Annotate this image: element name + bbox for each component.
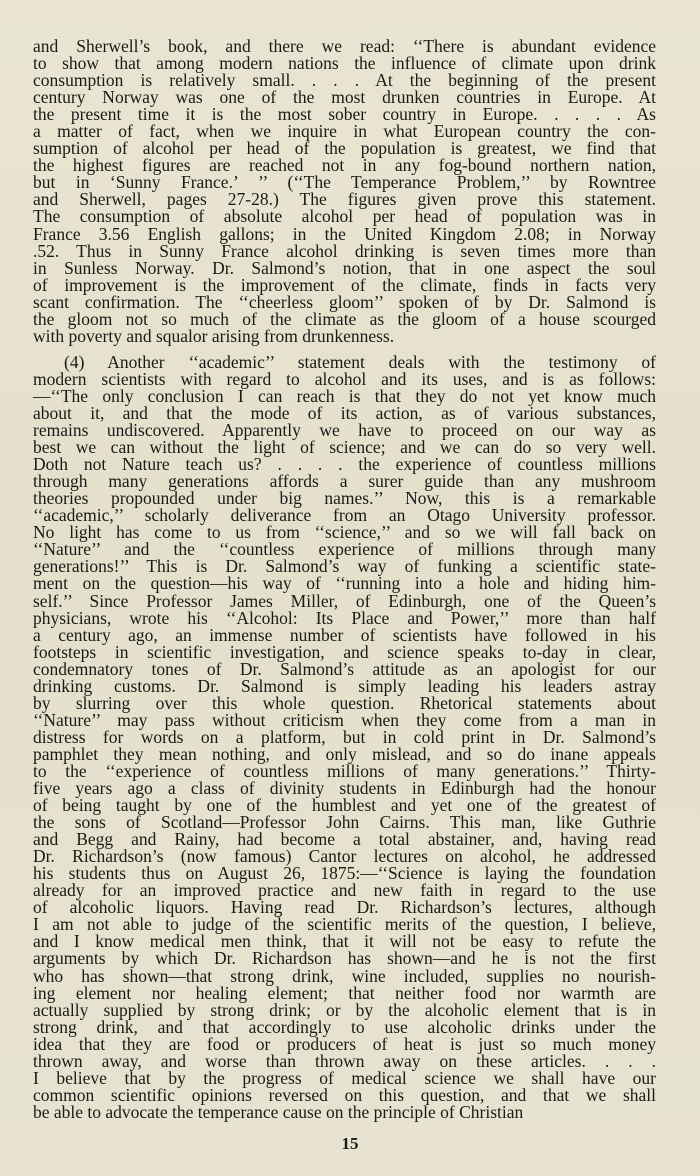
text-line: idea that they are food or producers of heat is just so much money xyxy=(33,1033,656,1054)
text-line: sumption of alcohol per head of the population is greatest, we find that xyxy=(33,138,656,159)
text-line: century Norway was one of the most drunken countries in Europe. At xyxy=(33,87,656,108)
text-line: the present time it is the most sober country in Europe. . . . . As xyxy=(33,104,656,125)
text-line: ment on the question—his way of ‘‘running into a hole and hiding him- xyxy=(33,573,656,594)
text-line: the sons of Scotland—Professor John Cairns. This man, like Guthrie xyxy=(33,812,656,833)
text-line: strong drink, and that accordingly to use alcoholic drinks under the xyxy=(33,1016,656,1037)
text-line: the gloom not so much of the climate as the gloom of a house scourged xyxy=(33,308,656,329)
text-line: and Sherwell, pages 27-28.) The figures given prove this statement. xyxy=(33,189,656,210)
text-line: France 3.56 English gallons; in the United Kingdom 2.08; in Norway xyxy=(33,223,656,244)
text-line: five years ago a class of divinity students in Edinburgh had the honour xyxy=(33,778,656,799)
page-number: 15 xyxy=(341,1134,359,1153)
text-line: consumption is relatively small. . . . At the beginning of the present xyxy=(33,70,656,91)
text-line: best we can without the light of science; and we can do so very well. xyxy=(33,437,656,458)
text-line: of being taught by one of the humblest and yet one of the greatest of xyxy=(33,795,656,816)
text-line: to show that among modern nations the influence of climate upon drink xyxy=(33,53,656,74)
text-line: ‘‘academic,’’ scholarly deliverance from an Otago University professor. xyxy=(33,505,656,526)
text-line: but in ‘Sunny France.’ ’’ (‘‘The Temperance Problem,’’ by Rowntree xyxy=(33,172,656,193)
text-line: through many generations affords a surer guide than any mushroom xyxy=(33,471,656,492)
text-line: a century ago, an immense number of scientists have followed in his xyxy=(33,624,656,645)
text-line: his students thus on August 26, 1875:—‘‘Science is laying the foundation xyxy=(33,863,656,884)
text-line: drinking customs. Dr. Salmond is simply leading his leaders astray xyxy=(33,675,656,696)
text-line: distress for words on a platform, but in cold print in Dr. Salmond’s xyxy=(33,726,656,747)
text-line: and Sherwell’s book, and there we read: ‘‘There is abundant evidence xyxy=(33,36,656,56)
text-line: footsteps in scientific investigation, and science speaks to-day in clear, xyxy=(33,641,656,662)
text-line: I believe that by the progress of medical science we shall have our xyxy=(33,1067,656,1088)
text-line: Dr. Richardson’s (now famous) Cantor lectures on alcohol, he addressed xyxy=(33,846,656,867)
text-line: to the ‘‘experience of countless millions of many generations.’’ Thirty- xyxy=(33,760,656,781)
text-line: I am not able to judge of the scientific merits of the question, I believe, xyxy=(33,914,656,935)
text-line: ing element nor healing element; that neither food nor warmth are xyxy=(33,982,656,1003)
text-line: thrown away, and worse than thrown away on these articles. . . . xyxy=(33,1050,656,1071)
text-line: (4) Another ‘‘academic’’ statement deals with the testimony of xyxy=(64,351,656,372)
text-line: and Begg and Rainy, had become a total abstainer, and, having read xyxy=(33,829,656,850)
text-line: ‘‘Nature’’ may pass without criticism when they come from a man in xyxy=(33,709,656,730)
paragraph-2 xyxy=(33,351,656,1122)
text-line: who has shown—that strong drink, wine included, supplies no nourish- xyxy=(33,965,656,986)
text-line: The consumption of absolute alcohol per head of population was in xyxy=(33,206,656,227)
text-line: ‘‘Nature’’ and the ‘‘countless experience of millions through many xyxy=(33,539,656,560)
text-line: the highest figures are reached not in any fog-bound northern nation, xyxy=(33,155,656,176)
text-line: pamphlet they mean nothing, and only mislead, and so do inane appeals xyxy=(33,743,656,764)
text-line: condemnatory tones of Dr. Salmond’s attitude as an apologist for our xyxy=(33,658,656,679)
text-line: No light has come to us from ‘‘science,’’ and so we will fall back on xyxy=(33,522,656,543)
text-column xyxy=(33,38,656,1121)
text-line: .52. Thus in Sunny France alcohol drinking is seven times more than xyxy=(33,240,656,261)
text-line: already for an improved practice and new faith in regard to the use xyxy=(33,880,656,901)
text-line: Doth not Nature teach us? . . . . the experience of countless millions xyxy=(33,454,656,475)
text-line: arguments by which Dr. Richardson has shown—and he is not the first xyxy=(33,948,656,969)
text-line: in Sunless Norway. Dr. Salmond’s notion, that in one aspect the soul xyxy=(33,257,656,278)
text-line: about it, and that the mode of its action, as of various substances, xyxy=(33,402,656,423)
text-line: a matter of fact, when we inquire in what European country the con- xyxy=(33,121,656,142)
text-line: with poverty and squalor arising from drunkenness. xyxy=(33,325,395,346)
text-line: self.’’ Since Professor James Miller, of Edinburgh, one of the Queen’s xyxy=(33,590,656,611)
text-line: by slurring over this whole question. Rhetorical statements about xyxy=(33,692,656,713)
paragraph-1 xyxy=(33,38,656,345)
text-line: common scientific opinions reversed on this question, and that we shall xyxy=(33,1084,656,1105)
text-line: be able to advocate the temperance cause on the principle of Christian xyxy=(33,1101,524,1122)
text-line: generations!’’ This is Dr. Salmond’s way of funking a scientific state- xyxy=(33,556,656,577)
text-line: remains undiscovered. Apparently we have to proceed on our way as xyxy=(33,420,656,441)
text-line: and I know medical men think, that it will not be easy to refute the xyxy=(33,931,656,952)
text-line: of improvement is the improvement of the climate, finds in facts very xyxy=(33,274,656,295)
text-line: theories propounded under big names.’’ Now, this is a remarkable xyxy=(33,488,656,509)
text-line: modern scientists with regard to alcohol and its uses, and is as follows: xyxy=(33,368,656,389)
text-line: physicians, wrote his ‘‘Alcohol: Its Place and Power,’’ more than half xyxy=(33,607,656,628)
text-line: —‘‘The only conclusion I can reach is that they do not yet know much xyxy=(33,385,656,406)
text-line: actually supplied by strong drink; or by the alcoholic element that is in xyxy=(33,999,656,1020)
text-line: of alcoholic liquors. Having read Dr. Richardson’s lectures, although xyxy=(33,897,656,918)
text-line: scant confirmation. The ‘‘cheerless gloom’’ spoken of by Dr. Salmond is xyxy=(33,291,656,312)
